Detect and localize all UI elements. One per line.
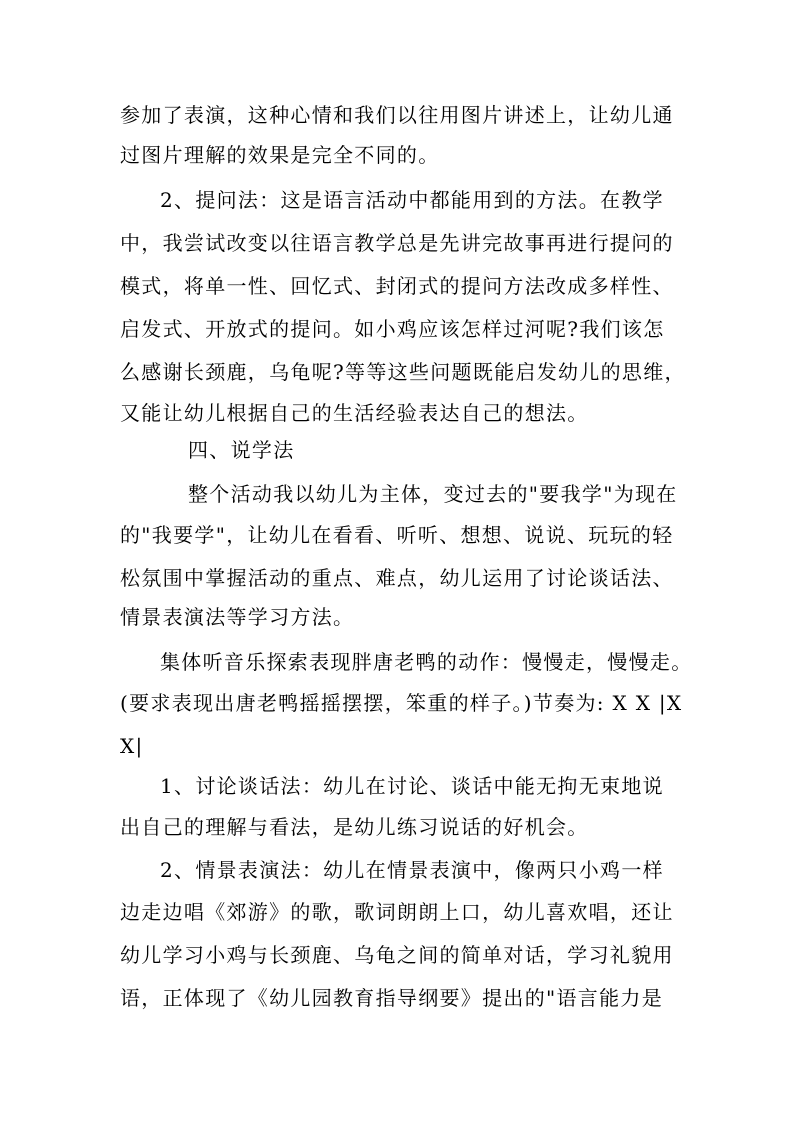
text-line: 整个活动我以幼儿为主体，变过去的"要我学"为现在: [188, 482, 678, 506]
section-heading: 四、说学法: [188, 438, 295, 462]
text-line: 情景表演法等学习方法。: [120, 605, 355, 629]
text-line: 松氛围中掌握活动的重点、难点，幼儿运用了讨论谈话法、: [120, 566, 674, 590]
text-line: X|: [120, 734, 144, 758]
text-line: 么感谢长颈鹿，乌龟呢?等等这些问题既能启发幼儿的思维，: [120, 360, 686, 384]
text-line: 启发式、开放式的提问。如小鸡应该怎样过河呢?我们该怎: [120, 317, 665, 341]
text-line: 语，正体现了《幼儿园教育指导纲要》提出的"语言能力是: [120, 986, 663, 1010]
text-line: 过图片理解的效果是完全不同的。: [120, 143, 440, 167]
text-line: (要求表现出唐老鸭摇摇摆摆，笨重的样子。)节奏为: X X |X: [120, 691, 683, 715]
text-line: 2、提问法：这是语言活动中都能用到的方法。在教学: [160, 188, 664, 212]
text-line: 幼儿学习小鸡与长颈鹿、乌龟之间的简单对话，学习礼貌用: [120, 943, 674, 967]
text-line: 的"我要学"，让幼儿在看看、听听、想想、说说、玩玩的轻: [120, 523, 674, 547]
text-line: 出自己的理解与看法，是幼儿练习说话的好机会。: [120, 815, 589, 839]
text-line: 参加了表演，这种心情和我们以往用图片讲述上，让幼儿通: [120, 103, 674, 127]
text-line: 中，我尝试改变以往语言教学总是先讲完故事再进行提问的: [120, 231, 674, 255]
text-line: 又能让幼儿根据自己的生活经验表达自己的想法。: [120, 401, 589, 425]
text-line: 1、讨论谈话法：幼儿在讨论、谈话中能无拘无束地说: [160, 774, 664, 798]
text-line: 模式，将单一性、回忆式、封闭式的提问方法改成多样性、: [120, 274, 674, 298]
text-line: 集体听音乐探索表现胖唐老鸭的动作：慢慢走，慢慢走。: [160, 650, 693, 674]
text-line: 边走边唱《郊游》的歌，歌词朗朗上口，幼儿喜欢唱，还让: [120, 900, 674, 924]
text-line: 2、情景表演法：幼儿在情景表演中，像两只小鸡一样: [160, 858, 664, 882]
